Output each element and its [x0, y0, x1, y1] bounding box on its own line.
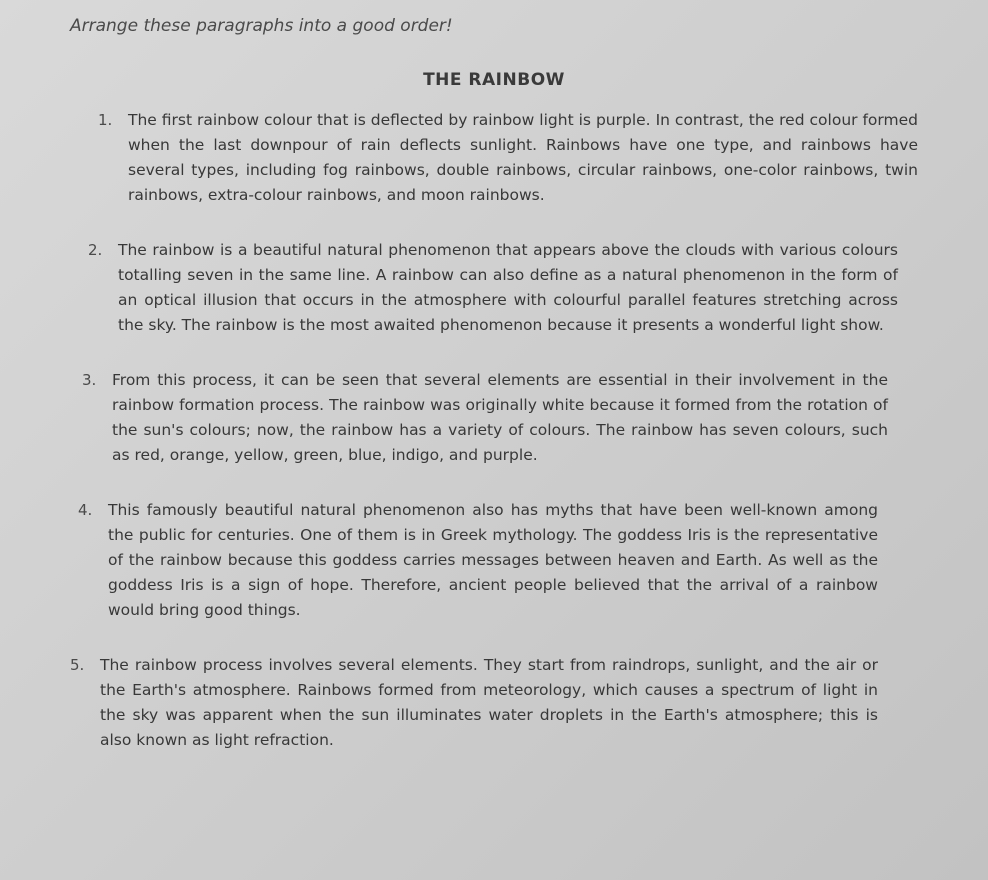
paragraph-text: This famously beautiful natural phenomenon also has myths that have been well-known among the public for centuries. One of them is in Greek mythology. The goddess Iris is the representative of the rainbow because this goddess carries messages between heaven and Earth. As well as the goddess Iris is a sign of hope. Therefore, ancient people believed that the arrival of a rainbow would bring good things.: [108, 501, 878, 619]
paragraph-list: [70, 108, 918, 753]
paragraph-5: [70, 653, 878, 753]
paragraph-text: The first rainbow colour that is deflected by rainbow light is purple. In contrast, the red colour formed when the last downpour of rain deflects sunlight. Rainbows have one type, and rainbows have several types, including fog rainbows, double rainbows, circular rainbows, one-color rainbows, twin rainbows, extra-colour rainbows, and moon rainbows.: [128, 111, 918, 204]
paragraph-4: [78, 498, 878, 623]
paragraph-text: From this process, it can be seen that several elements are essential in their involvement in the rainbow formation process. The rainbow was originally white because it formed from the rotation of the sun's colours; now, the rainbow has a variety of colours. The rainbow has seven colours, such as red, orange, yellow, green, blue, indigo, and purple.: [112, 371, 888, 464]
paragraph-3: [82, 368, 888, 468]
page-title: THE RAINBOW: [423, 70, 565, 90]
paragraph-text: The rainbow process involves several elements. They start from raindrops, sunlight, and the air or the Earth's atmosphere. Rainbows formed from meteorology, which causes a spectrum of light in the sky was apparent when the sun illuminates water droplets in the Earth's atmosphere; this is also known as light refraction.: [100, 656, 878, 749]
paragraph-text: The rainbow is a beautiful natural phenomenon that appears above the clouds with various colours totalling seven in the same line. A rainbow can also define as a natural phenomenon in the form of an optical illusion that occurs in the atmosphere with colourful parallel features stretching across the sky. The rainbow is the most awaited phenomenon because it presents a wonderful light show.: [118, 241, 898, 334]
paragraph-number: 5.: [70, 656, 85, 674]
paragraph-number: 1.: [98, 111, 113, 129]
paragraph-number: 3.: [82, 371, 97, 389]
paragraph-1: [98, 108, 918, 208]
paragraph-number: 2.: [88, 241, 103, 259]
paragraph-number: 4.: [78, 501, 93, 519]
paragraph-2: [88, 238, 898, 338]
instruction-text: Arrange these paragraphs into a good order!: [70, 16, 453, 36]
